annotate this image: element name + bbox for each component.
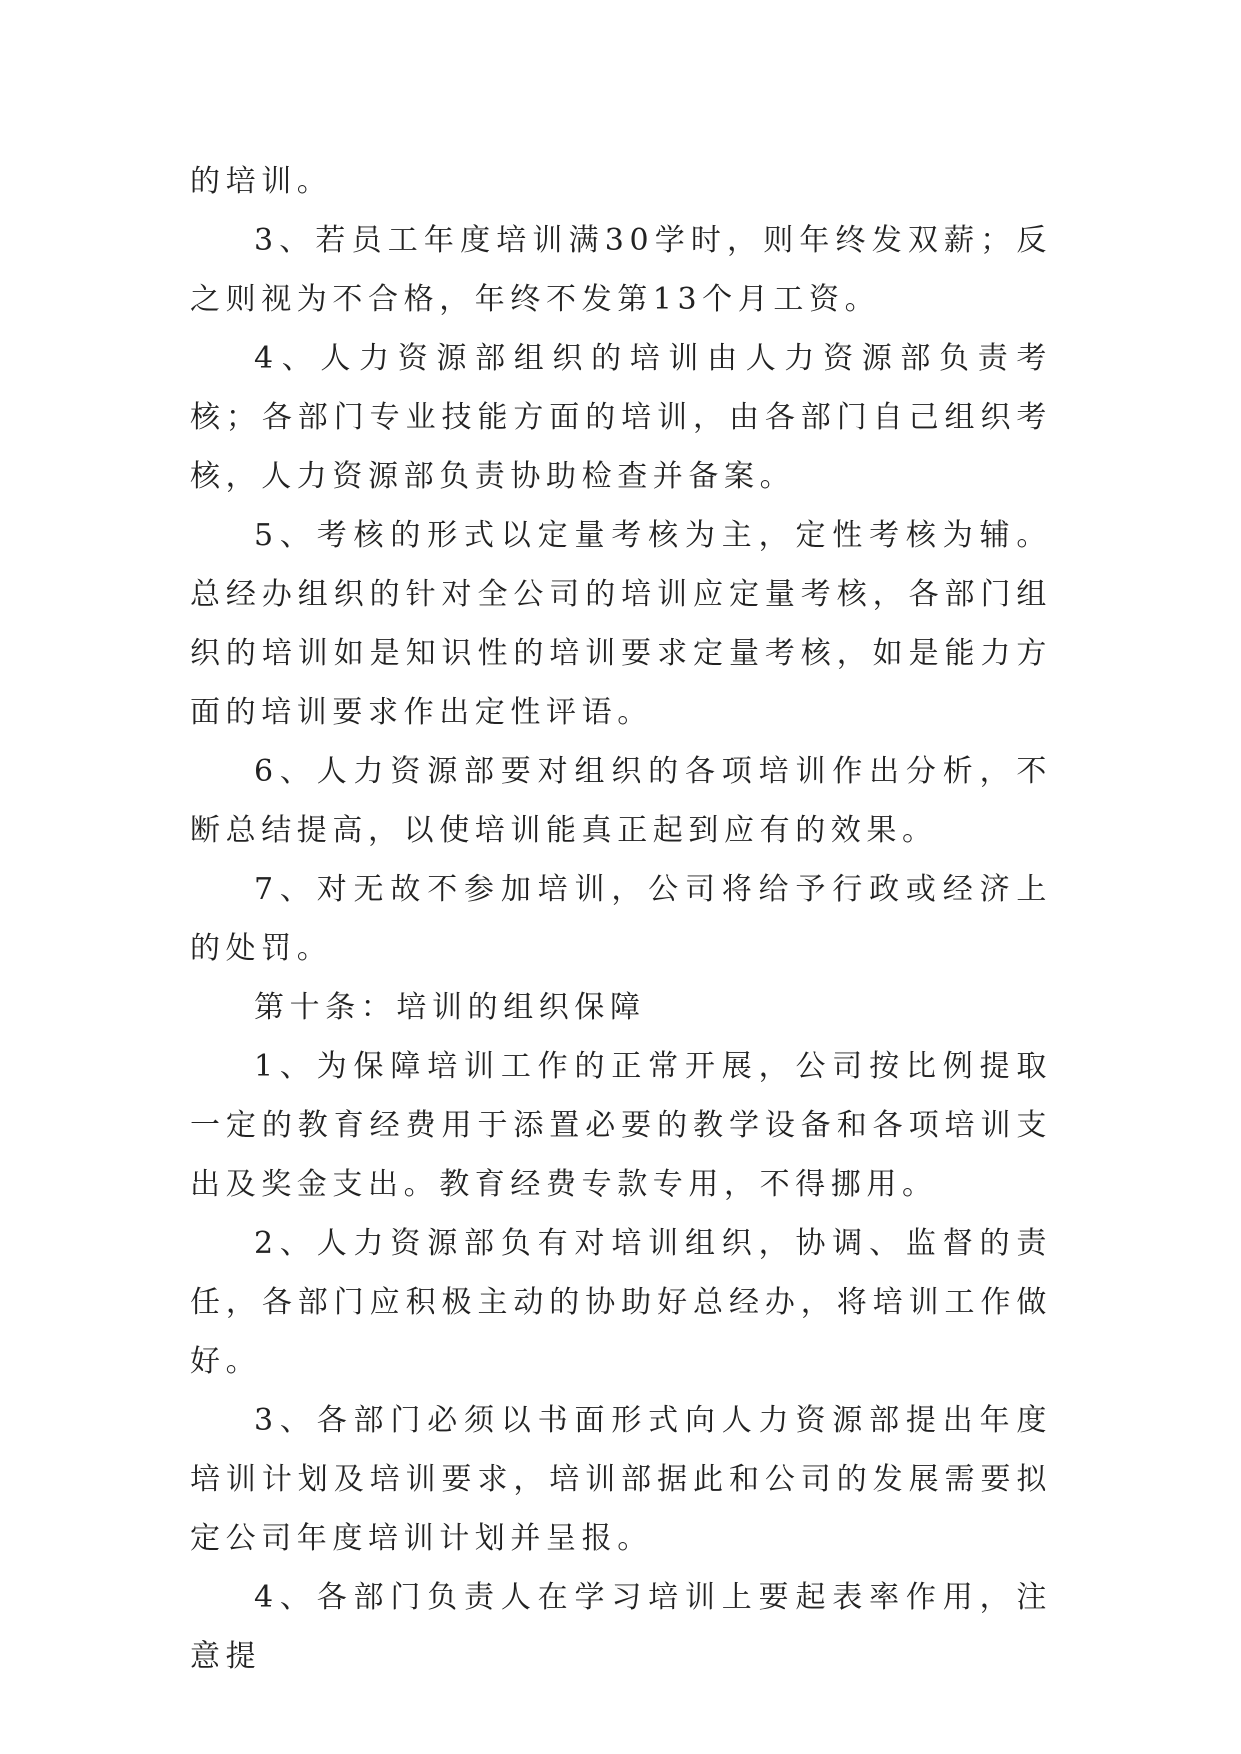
paragraph-item-5-assessment-form: 5、考核的形式以定量考核为主，定性考核为辅。总经办组织的针对全公司的培训应定量考核，各部门组织的培训如是知识性的培训要求定量考核，如是能力方面的培训要求作出定性评语。 xyxy=(190,518,1052,730)
document-body xyxy=(190,152,1052,1686)
paragraph-item-3-annual-hours: 3、若员工年度培训满30学时，则年终发双薪；反之则视为不合格，年终不发第13个月工资。 xyxy=(190,223,1052,317)
paragraph-article-10-item-4: 4、各部门负责人在学习培训上要起表率作用，注意提 xyxy=(190,1580,1052,1674)
paragraph-item-6-analysis: 6、人力资源部要对组织的各项培训作出分析，不断总结提高，以使培训能真正起到应有的效果。 xyxy=(190,754,1052,848)
paragraph-article-10-item-1: 1、为保障培训工作的正常开展，公司按比例提取一定的教育经费用于添置必要的教学设备和各项培训支出及奖金支出。教育经费专款专用，不得挪用。 xyxy=(190,1049,1052,1202)
paragraph-continuation: 的培训。 xyxy=(190,164,333,199)
paragraph-article-10-item-3: 3、各部门必须以书面形式向人力资源部提出年度培训计划及培训要求，培训部据此和公司的发展需要拟定公司年度培训计划并呈报。 xyxy=(190,1403,1052,1556)
paragraph-item-7-penalty: 7、对无故不参加培训，公司将给予行政或经济上的处罚。 xyxy=(190,872,1052,966)
paragraph-item-4-assessment-responsibility: 4、人力资源部组织的培训由人力资源部负责考核；各部门专业技能方面的培训，由各部门自己组织考核，人力资源部负责协助检查并备案。 xyxy=(190,341,1052,494)
section-heading-article-10: 第十条：培训的组织保障 xyxy=(254,990,646,1025)
paragraph-article-10-item-2: 2、人力资源部负有对培训组织，协调、监督的责任，各部门应积极主动的协助好总经办，将培训工作做好。 xyxy=(190,1226,1052,1379)
